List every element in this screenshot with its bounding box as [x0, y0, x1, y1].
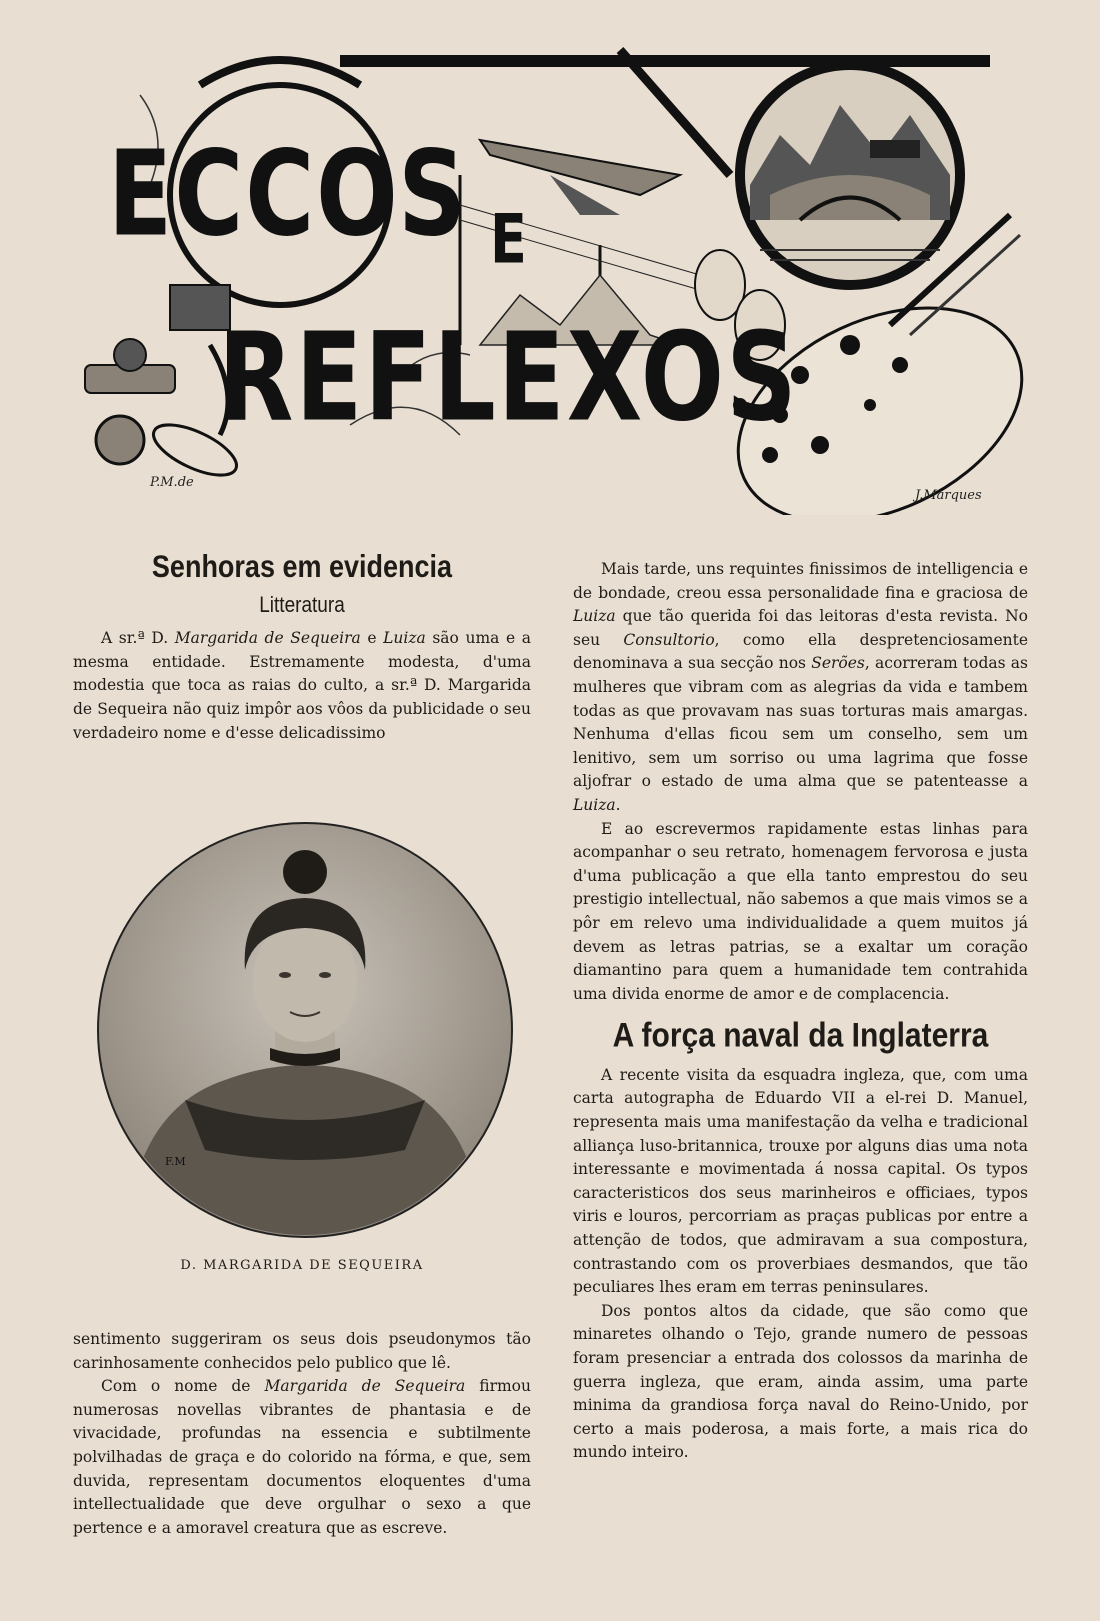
article1-left-top: [73, 549, 532, 745]
article1-title: Senhoras em evidencia: [151, 549, 453, 585]
right-column: [573, 558, 1028, 1465]
masthead-illustration: [80, 45, 1030, 515]
article1-paragraph-3: Mais tarde, uns requintes finissimos de intelligencia e de bondade, creou essa personalidade fina e graciosa de Luiza que tão querida foi das leitoras d'esta revista. No seu Consultorio, como ella despretenciosamente denominava a sua secção nos Serões, acorreram todas as mulheres que vibram com as alegrias da vida e tambem todas as que provavam nas suas torturas mais amargas. Nenhuma d'ellas ficou sem um conselho, sem um lenitivo, sem um sorriso ou uma lagrima que fosse aljofrar o estado de uma alma que se patenteasse a Luiza.: [573, 560, 1028, 814]
masthead-title-reflexos: REFLEXOS: [218, 307, 799, 450]
article1-paragraph-4: E ao escrevermos rapidamente estas linhas para acompanhar o seu retrato, homenagem fervorosa e justa d'uma publicação a que ella tanto emprestou do seu prestigio intellectual, não sabemos a que mais vimos se a pôr em relevo uma individualidade a quem muitos já devem as letras patrias, se a exaltar um coração diamantino para quem a humanidade tem contrahida uma divida enorme de amor e de complacencia.: [573, 819, 1028, 1003]
portrait-image: [95, 820, 515, 1240]
masthead-title-e: E: [490, 200, 529, 279]
svg-text:F.M: F.M: [165, 1155, 186, 1168]
article1-paragraph-1-continued: sentimento suggeriram os seus dois pseudonymos tão carinhosamente conhecidos pelo publico que lê.: [73, 1330, 531, 1372]
article1-subtitle: Litteratura: [259, 592, 345, 618]
article2-title: A força naval da Inglaterra: [612, 1016, 989, 1055]
masthead-title-eccos: ECCOS: [108, 127, 468, 264]
article2-paragraph-2: Dos pontos altos da cidade, que são como que minaretes olhando o Tejo, grande numero de pessoas foram presenciar a entrada dos colossos da marinha de guerra ingleza, que eram, ainda assim, uma parte minima da grandiosa força naval do Reino-Unido, por certo a mais poderosa, a mais forte, a mais rica do mundo inteiro.: [573, 1301, 1028, 1462]
portrait-caption: D. MARGARIDA DE SEQUEIRA: [180, 1258, 424, 1273]
portrait-photo-icon: [95, 820, 515, 1240]
illustrator-signature-left: P.M.de: [150, 475, 194, 490]
illustrator-signature-right: J.Marques: [915, 488, 982, 503]
article1-paragraph-1: A sr.ª D. Margarida de Sequeira e Luiza são uma e a mesma entidade. Estremamente modesta, d'uma modestia que toca as raias do culto, a sr.ª D. Margarida de Sequeira não quiz impôr aos vôos da publicidade o seu verdadeiro nome e d'esse delicadissimo: [73, 629, 532, 742]
article1-paragraph-2: Com o nome de Margarida de Sequeira firmou numerosas novellas vibrantes de phantasia e de vivacidade, profundas na essencia e subtilmente polvilhadas de graça e do colorido na fórma, e que, sem duvida, representam documentos eloquentes d'uma intellectualidade que deve orgulhar o sexo a que pertence e a amoravel creatura que as escreve.: [73, 1377, 532, 1537]
article2-paragraph-1: A recente visita da esquadra ingleza, que, com uma carta autographa de Eduardo VII a el-rei D. Manuel, representa mais uma manifestação da velha e tradicional alliança luso-britannica, trouxe por alguns dias uma nota interessante e movimentada á nossa capital. Os typos caracteristicos dos seus marinheiros e officiaes, typos viris e louros, percorriam as praças publicas por entre a attenção de todos, que admiravam a sua compostura, contrastando com os proverbiaes desmandos, que tão peculiares lhes eram em terras peninsulares.: [573, 1065, 1028, 1297]
article1-left-bottom: [73, 1328, 531, 1540]
